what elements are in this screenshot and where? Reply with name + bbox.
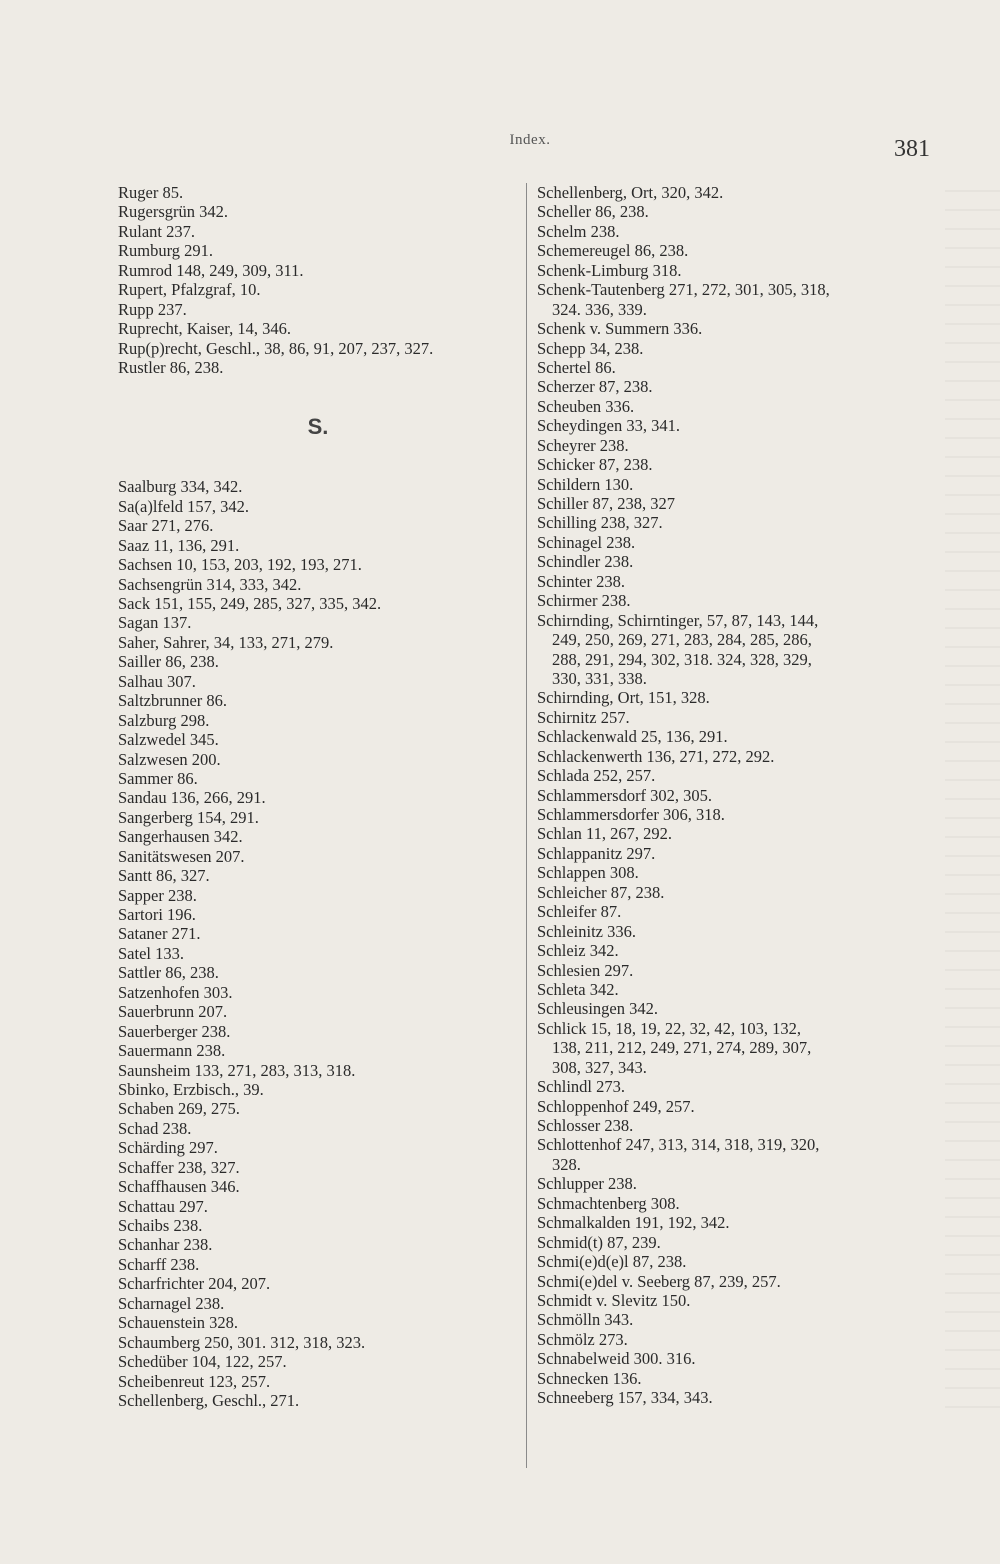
index-list-r (118, 183, 518, 377)
index-entry: Schirnding, Ort, 151, 328. (537, 688, 710, 708)
index-entry: 324. 336, 339. (552, 299, 647, 319)
index-entry: Schärding 297. (118, 1138, 218, 1158)
index-entry: Ruger 85. (118, 183, 184, 202)
index-entry: Schlammersdorf 302, 305. (537, 785, 713, 805)
index-entry: Schinagel 238. (537, 532, 636, 552)
index-entry: Scheuben 336. (537, 396, 635, 416)
index-entry: Schmalkalden 191, 192, 342. (537, 1213, 730, 1233)
index-entry: Sapper 238. (118, 885, 197, 905)
index-entry: Schlada 252, 257. (537, 766, 656, 786)
index-list-sch (537, 183, 957, 1408)
index-entry: Schmölln 343. (537, 1310, 634, 1330)
index-entry: Schnecken 136. (537, 1368, 642, 1388)
index-entry: Scheibenreut 123, 257. (118, 1371, 271, 1391)
index-entry: Schleicher 87, 238. (537, 882, 665, 902)
index-entry: Schirnding, Schirntinger, 57, 87, 143, 144, (537, 610, 819, 630)
index-entry: Schindler 238. (537, 552, 634, 572)
index-list-s (118, 477, 518, 1410)
index-entry: 328. (552, 1154, 581, 1174)
index-entry: Schenk v. Summern 336. (537, 319, 703, 339)
index-entry: Schertel 86. (537, 357, 616, 377)
index-entry: Schleusingen 342. (537, 999, 658, 1019)
index-entry: Sbinko, Erzbisch., 39. (118, 1079, 264, 1099)
index-entry: Schlesien 297. (537, 960, 634, 980)
index-entry: Saher, Sahrer, 34, 133, 271, 279. (118, 632, 334, 652)
index-entry: 288, 291, 294, 302, 318. 324, 328, 329, (552, 649, 812, 669)
index-entry: Saaz 11, 136, 291. (118, 535, 240, 555)
index-entry: Schad 238. (118, 1118, 192, 1138)
index-entry: Schleiz 342. (537, 941, 619, 961)
index-entry: Schaffer 238, 327. (118, 1157, 240, 1177)
index-entry: Sangerhausen 342. (118, 827, 243, 847)
index-column-right (537, 183, 957, 1408)
index-entry: Scheydingen 33, 341. (537, 416, 680, 436)
index-entry: Schleta 342. (537, 979, 619, 999)
index-entry: Sachsengrün 314, 333, 342. (118, 574, 302, 594)
index-entry: Scharnagel 238. (118, 1293, 225, 1313)
index-entry: Schlammersdorfer 306, 318. (537, 805, 725, 824)
index-entry: 330, 331, 338. (552, 668, 647, 688)
index-entry: Schlappanitz 297. (537, 843, 656, 863)
index-entry: Santt 86, 327. (118, 866, 210, 886)
index-entry: Schlan 11, 267, 292. (537, 824, 673, 844)
index-entry: Rumburg 291. (118, 241, 214, 261)
index-entry: Schlappen 308. (537, 863, 639, 883)
index-entry: Schloppenhof 249, 257. (537, 1096, 695, 1116)
index-entry: Schmi(e)d(e)l 87, 238. (537, 1252, 687, 1272)
index-entry: Schmölz 273. (537, 1329, 628, 1349)
index-entry: Sack 151, 155, 249, 285, 327, 335, 342. (118, 594, 382, 613)
index-entry: Sachsen 10, 153, 203, 192, 193, 271. (118, 555, 362, 575)
index-entry: Schiller 87, 238, 327 (537, 494, 675, 513)
index-entry: Scherzer 87, 238. (537, 377, 653, 397)
index-entry: Saar 271, 276. (118, 516, 214, 536)
index-entry: Sanitätswesen 207. (118, 846, 245, 866)
index-entry: Schellenberg, Ort, 320, 342. (537, 183, 724, 202)
index-entry: Schaben 269, 275. (118, 1099, 240, 1119)
index-entry: 138, 211, 212, 249, 271, 274, 289, 307, (552, 1038, 812, 1058)
index-entry: Salzwesen 200. (118, 749, 221, 769)
index-entry: Rulant 237. (118, 221, 195, 241)
index-entry: Schenk-Tautenberg 271, 272, 301, 305, 318, (537, 280, 830, 300)
index-entry: Schaibs 238. (118, 1216, 203, 1235)
index-entry: Sartori 196. (118, 905, 196, 924)
index-entry: Scharff 238. (118, 1254, 200, 1274)
index-entry: Schlosser 238. (537, 1116, 634, 1135)
index-entry: Sailler 86, 238. (118, 652, 219, 672)
index-entry: Saalburg 334, 342. (118, 477, 243, 497)
index-entry: Schirmer 238. (537, 591, 631, 611)
index-entry: Schicker 87, 238. (537, 455, 653, 475)
index-entry: 308, 327, 343. (552, 1057, 647, 1077)
bleed-through-texture (945, 190, 1000, 1410)
index-entry: Scheller 86, 238. (537, 202, 649, 222)
index-entry: Schepp 34, 238. (537, 338, 644, 358)
index-entry: Sagan 137. (118, 613, 192, 633)
index-entry: Rup(p)recht, Geschl., 38, 86, 91, 207, 237, 327. (118, 338, 434, 358)
index-entry: Satel 133. (118, 943, 184, 963)
index-entry: Scharfrichter 204, 207. (118, 1274, 271, 1294)
index-entry: Saunsheim 133, 271, 283, 313, 318. (118, 1060, 356, 1080)
index-entry: Rustler 86, 238. (118, 357, 224, 377)
index-entry: Sammer 86. (118, 768, 198, 788)
index-column-left (118, 183, 518, 1410)
index-entry: Sauerberger 238. (118, 1021, 231, 1041)
index-entry: Schmi(e)del v. Seeberg 87, 239, 257. (537, 1271, 781, 1291)
index-entry: Salzburg 298. (118, 710, 210, 730)
column-divider (526, 183, 527, 1468)
index-entry: Schilling 238, 327. (537, 513, 663, 533)
index-entry: Schedüber 104, 122, 257. (118, 1352, 287, 1372)
index-entry: Schirnitz 257. (537, 707, 630, 727)
index-entry: Schleifer 87. (537, 902, 622, 922)
index-entry: Rugersgrün 342. (118, 202, 228, 222)
index-entry: Schlackenwald 25, 136, 291. (537, 727, 728, 747)
index-entry: Schenk-Limburg 318. (537, 260, 682, 280)
index-entry: Ruprecht, Kaiser, 14, 346. (118, 319, 292, 339)
index-entry: Schauenstein 328. (118, 1313, 239, 1333)
index-entry: Sataner 271. (118, 924, 201, 944)
index-entry: Rupert, Pfalzgraf, 10. (118, 280, 261, 300)
index-entry: Schildern 130. (537, 474, 634, 494)
index-entry: Sangerberg 154, 291. (118, 807, 259, 827)
index-entry: Schlupper 238. (537, 1174, 637, 1194)
index-entry: Sandau 136, 266, 291. (118, 788, 266, 808)
index-entry: Salzwedel 345. (118, 730, 219, 750)
section-letter: S. (307, 414, 329, 440)
index-entry: Schaffhausen 346. (118, 1177, 240, 1197)
index-entry: Schneeberg 157, 334, 343. (537, 1388, 713, 1408)
index-entry: 249, 250, 269, 271, 283, 284, 285, 286, (552, 630, 812, 650)
index-entry: Schlindl 273. (537, 1077, 626, 1097)
page-number: 381 (894, 136, 930, 162)
index-entry: Schlackenwerth 136, 271, 272, 292. (537, 746, 775, 766)
index-entry: Schaumberg 250, 301. 312, 318, 323. (118, 1332, 366, 1352)
index-entry: Sattler 86, 238. (118, 963, 219, 983)
index-entry: Schmid(t) 87, 239. (537, 1232, 661, 1252)
index-entry: Schleinitz 336. (537, 921, 636, 941)
index-entry: Schlick 15, 18, 19, 22, 32, 42, 103, 132, (537, 1018, 801, 1038)
index-entry: Schanhar 238. (118, 1235, 213, 1255)
index-entry: Satzenhofen 303. (118, 982, 233, 1002)
index-entry: Sa(a)lfeld 157, 342. (118, 496, 250, 516)
index-entry: Sauermann 238. (118, 1041, 226, 1061)
index-entry: Schattau 297. (118, 1196, 208, 1216)
index-entry: Schellenberg, Geschl., 271. (118, 1390, 300, 1410)
index-entry: Schemereugel 86, 238. (537, 241, 689, 261)
index-entry: Scheyrer 238. (537, 435, 629, 455)
index-entry: Sauerbrunn 207. (118, 1002, 228, 1022)
running-head: Index. (509, 132, 551, 148)
index-entry: Saltzbrunner 86. (118, 691, 228, 711)
index-entry: Schinter 238. (537, 571, 625, 591)
index-entry: Schmidt v. Slevitz 150. (537, 1290, 691, 1310)
index-entry: Schlottenhof 247, 313, 314, 318, 319, 320, (537, 1135, 820, 1155)
index-entry: Schnabelweid 300. 316. (537, 1349, 696, 1369)
index-entry: Schmachtenberg 308. (537, 1193, 680, 1213)
index-entry: Rupp 237. (118, 299, 187, 319)
index-entry: Schelm 238. (537, 221, 620, 241)
index-entry: Rumrod 148, 249, 309, 311. (118, 260, 304, 280)
index-entry: Salhau 307. (118, 671, 196, 691)
